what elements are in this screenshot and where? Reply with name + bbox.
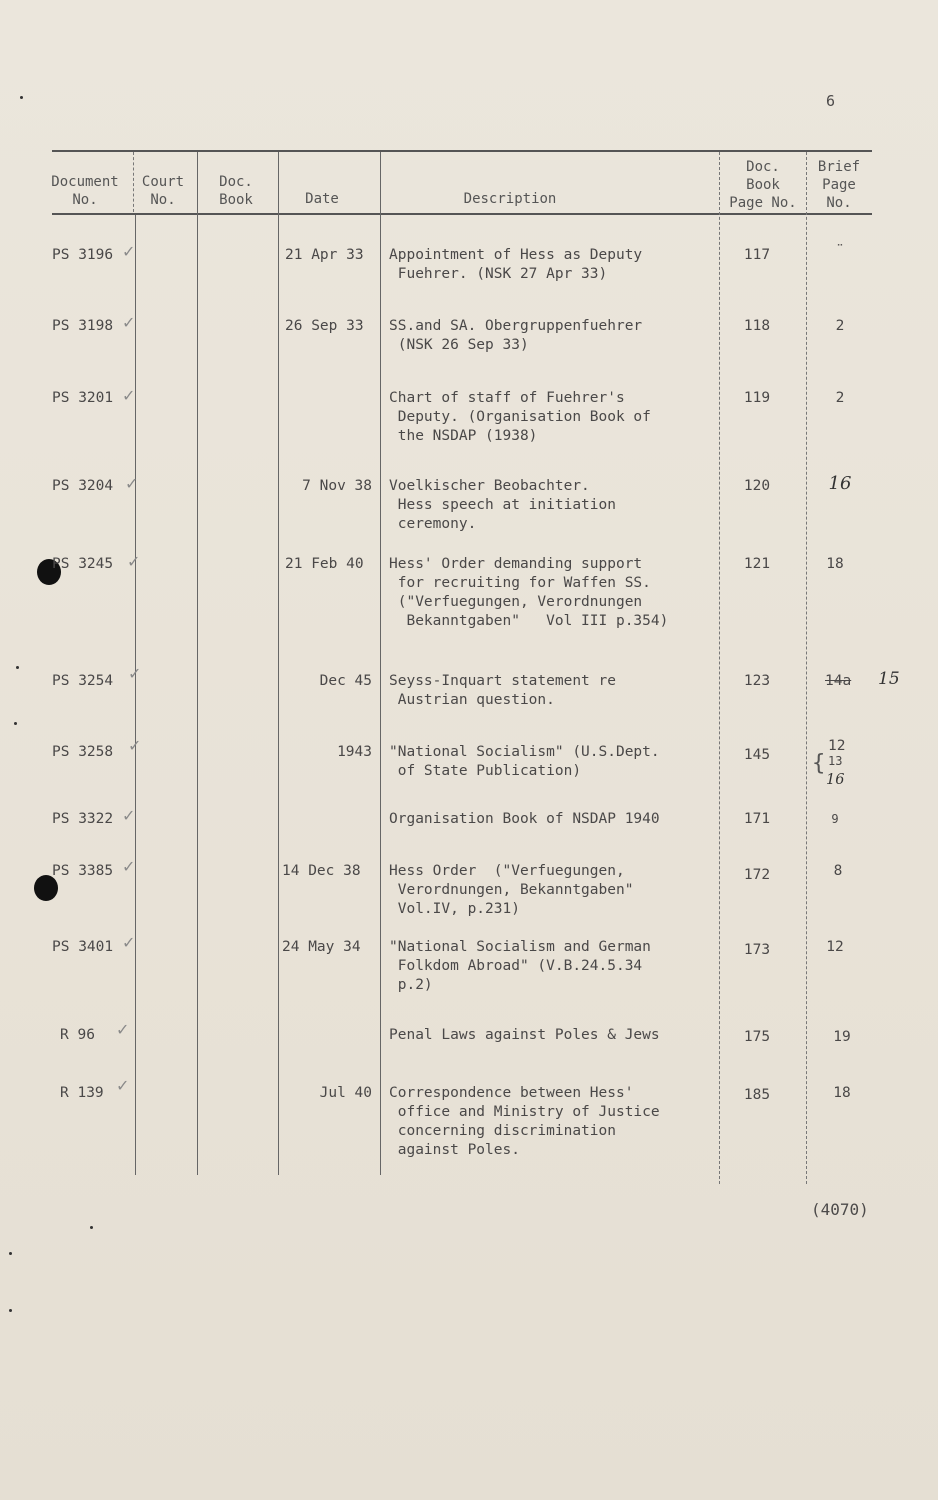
description-line: Hess' Order demanding support (389, 556, 643, 572)
check-mark-icon: ✓ (122, 857, 136, 876)
footer-code: (4070) (811, 1200, 869, 1219)
header-doc-book-page (722, 158, 804, 212)
doc-book-page: 123 (743, 673, 771, 689)
brief-page: 2 (835, 390, 845, 406)
header-line: Document (51, 174, 119, 190)
doc-book-page: 171 (743, 811, 771, 827)
description-line: Fuehrer. (NSK 27 Apr 33) (389, 266, 608, 282)
description-line: Chart of staff of Fuehrer's (389, 390, 625, 406)
document-no: PS 3204 (52, 478, 114, 494)
check-mark-icon: ✓ (122, 806, 136, 825)
margin-speck (90, 1226, 93, 1229)
column-divider (197, 152, 198, 1175)
doc-book-page: 145 (743, 747, 771, 763)
description-line: Hess speech at initiation (389, 497, 616, 513)
check-mark-icon: ✓ (122, 933, 136, 952)
date: 26 Sep 33 (285, 318, 364, 334)
document-no: PS 3196 (52, 247, 114, 263)
header-date: Date (305, 191, 339, 207)
brief-page: 9 (831, 812, 839, 826)
column-divider (133, 152, 134, 212)
check-mark-icon: ✓ (127, 552, 141, 571)
brief-page: 18 (826, 556, 844, 572)
date: Jul 40 (319, 1085, 372, 1101)
document-no: PS 3322 (52, 811, 114, 827)
description-line: office and Ministry of Justice (389, 1104, 660, 1120)
date: 24 May 34 (282, 939, 361, 955)
header-court-no (136, 173, 190, 209)
document-no: PS 3198 (52, 318, 114, 334)
header-doc-book (206, 173, 266, 209)
brace-mark: { (812, 751, 826, 776)
description-line: Folkdom Abroad" (V.B.24.5.34 (389, 958, 643, 974)
column-divider (380, 152, 381, 1175)
date: 21 Feb 40 (285, 556, 364, 572)
description-line: (NSK 26 Sep 33) (389, 337, 529, 353)
doc-book-page: 172 (743, 867, 771, 883)
header-line: Book (219, 192, 253, 208)
check-mark-icon: ✓ (128, 664, 142, 683)
description-line: Appointment of Hess as Deputy (389, 247, 643, 263)
doc-book-page: 117 (743, 247, 771, 263)
document-no: PS 3254 (52, 673, 114, 689)
header-line: Brief (817, 159, 861, 175)
date: 14 Dec 38 (282, 863, 361, 879)
header-line: Court (141, 174, 185, 190)
brief-page: 18 (833, 1085, 851, 1101)
header-line: No. (72, 192, 98, 208)
margin-speck (14, 722, 17, 725)
brief-page: 8 (833, 863, 843, 879)
description-line: the NSDAP (1938) (389, 428, 538, 444)
description-line: Verordnungen, Bekanntgaben" (389, 882, 634, 898)
doc-book-page: 173 (743, 942, 771, 958)
header-line: No. (150, 192, 176, 208)
page-number: 6 (826, 92, 836, 110)
header-line: Page No. (729, 195, 797, 211)
margin-speck (16, 666, 19, 669)
description-line: Correspondence between Hess' (389, 1085, 634, 1101)
doc-book-page: 118 (743, 318, 771, 334)
margin-speck (9, 1252, 12, 1255)
header-brief-page (808, 158, 870, 212)
doc-book-page: 121 (743, 556, 771, 572)
header-bottom-rule (52, 213, 872, 215)
check-mark-icon: ✓ (128, 736, 142, 755)
brief-page: 16 (828, 473, 852, 494)
doc-book-page: 119 (743, 390, 771, 406)
document-no: R 139 (60, 1085, 104, 1101)
document-no: PS 3401 (52, 939, 114, 955)
header-description: Description (463, 191, 557, 207)
header-line: Doc. (746, 159, 780, 175)
description-line: Organisation Book of NSDAP 1940 (389, 811, 660, 827)
description-line: "National Socialism" (U.S.Dept. (389, 744, 660, 760)
description-line: Bekanntgaben" Vol III p.354) (389, 613, 669, 629)
description-line: for recruiting for Waffen SS. (389, 575, 651, 591)
check-mark-icon: ✓ (122, 242, 136, 261)
description-line: p.2) (389, 977, 433, 993)
header-line: No. (826, 195, 852, 211)
date: 1943 (337, 744, 372, 760)
document-no: PS 3201 (52, 390, 114, 406)
document-no: PS 3258 (52, 744, 114, 760)
check-mark-icon: ✓ (122, 386, 136, 405)
date: 7 Nov 38 (302, 478, 372, 494)
header-document-no (48, 173, 122, 209)
description-line: against Poles. (389, 1142, 520, 1158)
brief-page: ¨ (835, 243, 845, 259)
margin-speck (20, 96, 23, 99)
doc-book-page: 120 (743, 478, 771, 494)
check-mark-icon: ✓ (116, 1076, 130, 1095)
column-divider (719, 152, 720, 1184)
date: Dec 45 (319, 673, 372, 689)
description-line: Penal Laws against Poles & Jews (389, 1027, 660, 1043)
margin-speck (9, 1309, 12, 1312)
description-line: "National Socialism and German (389, 939, 651, 955)
header-line: Book (746, 177, 780, 193)
description-line: Voelkischer Beobachter. (389, 478, 590, 494)
description-line: Seyss-Inquart statement re (389, 673, 616, 689)
column-divider (278, 152, 279, 1175)
table-top-rule (52, 150, 872, 152)
column-divider (135, 215, 136, 1175)
brief-page: 2 (835, 318, 845, 334)
check-mark-icon: ✓ (122, 313, 136, 332)
description-line: concerning discrimination (389, 1123, 616, 1139)
description-line: Deputy. (Organisation Book of (389, 409, 651, 425)
brief-page: 13 (828, 754, 843, 768)
description-line: Vol.IV, p.231) (389, 901, 520, 917)
brief-page: 19 (833, 1029, 851, 1045)
brief-page: 14a (825, 673, 852, 689)
description-line: ceremony. (389, 516, 477, 532)
doc-book-page: 185 (743, 1087, 771, 1103)
document-no: PS 3385 (52, 863, 114, 879)
description-line: ("Verfuegungen, Verordnungen (389, 594, 643, 610)
description-line: of State Publication) (389, 763, 582, 779)
column-divider (806, 152, 807, 1184)
document-no: PS 3245 (52, 556, 114, 572)
check-mark-icon: ✓ (116, 1020, 130, 1039)
check-mark-icon: ✓ (125, 474, 139, 493)
doc-book-page: 175 (743, 1029, 771, 1045)
document-no: R 96 (60, 1027, 95, 1043)
description-line: SS.and SA. Obergruppenfuehrer (389, 318, 643, 334)
brief-page-handwritten: 15 (878, 669, 900, 689)
date: 21 Apr 33 (285, 247, 364, 263)
brief-page: 12 (826, 939, 844, 955)
description-line: Austrian question. (389, 692, 555, 708)
description-line: Hess Order ("Verfuegungen, (389, 863, 625, 879)
header-line: Page (822, 177, 856, 193)
brief-page: 12 (828, 738, 846, 754)
header-line: Doc. (219, 174, 253, 190)
brief-page: 16 (826, 772, 845, 788)
